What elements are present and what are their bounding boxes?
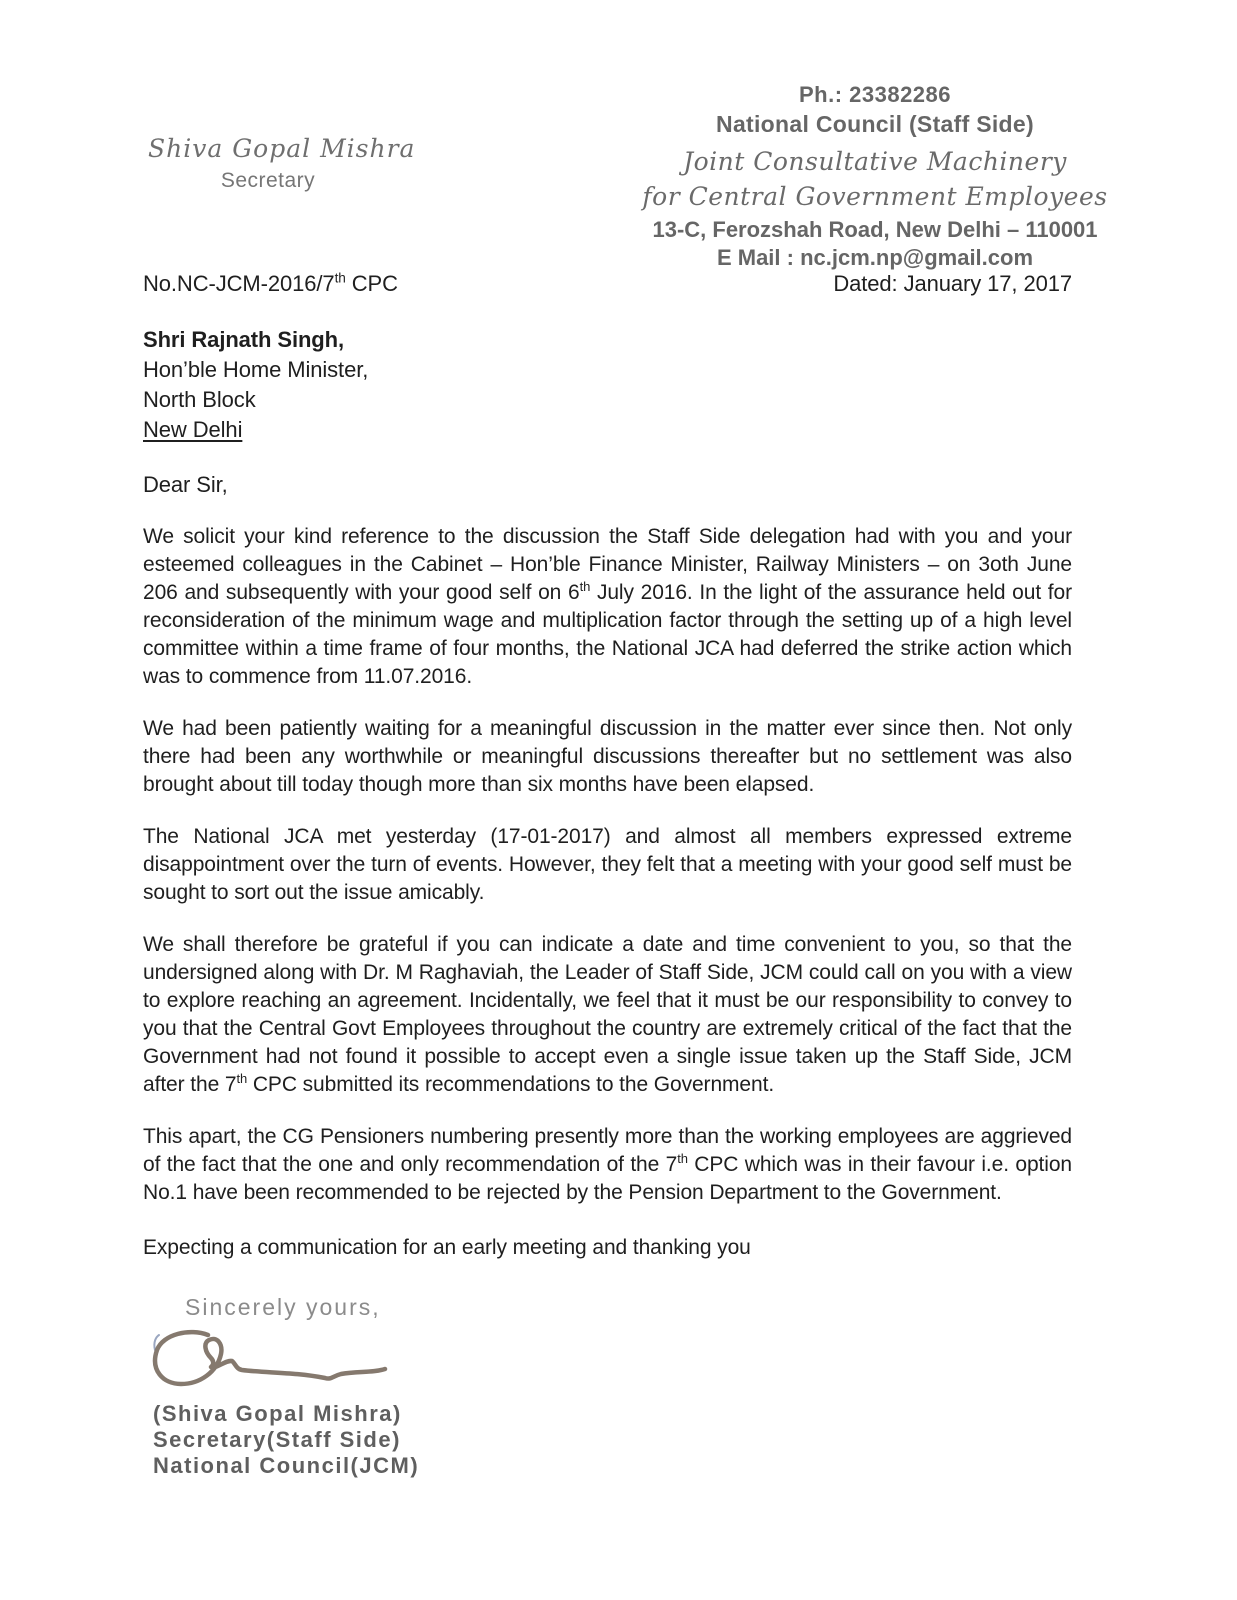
org-name: National Council (Staff Side) bbox=[716, 111, 1034, 137]
recipient-name: Shri Rajnath Singh, bbox=[143, 327, 344, 352]
org-phone: Ph.: 23382286 bbox=[798, 82, 952, 107]
signatory-identity bbox=[153, 1401, 419, 1479]
signatory-title: Secretary(Staff Side) bbox=[153, 1427, 401, 1452]
salutation: Dear Sir, bbox=[143, 472, 228, 497]
org-script-line-1: Joint Consultative Machinery bbox=[683, 147, 1067, 176]
org-address: 13-C, Ferozshah Road, New Delhi – 110001 bbox=[652, 217, 1098, 242]
paragraph-1: We solicit your kind reference to the discussion the Staff Side delegation had with you and your esteemed colleagues in the Cabinet – Hon’ble Finance Minister, Railway Ministers – on 3oth June 206 and subsequently with your good self on 6th July 2016. In the light of the assurance held out for reconsideration of the minimum wage and multiplication factor through the setting up of a high level committee within a time frame of four months, the National JCA had deferred the strike action which was to commence from 11.07.2016. bbox=[143, 525, 1073, 688]
sender-title: Secretary bbox=[220, 169, 316, 192]
signatory-org: National Council(JCM) bbox=[153, 1453, 420, 1478]
signatory-name: (Shiva Gopal Mishra) bbox=[153, 1401, 402, 1426]
reference-row bbox=[143, 270, 1072, 298]
sender-name: Shiva Gopal Mishra bbox=[148, 134, 416, 163]
signature-handwriting bbox=[145, 1325, 405, 1395]
letter-body bbox=[143, 270, 1072, 1262]
paragraph-5: This apart, the CG Pensioners numbering presently more than the working employees are aggrieved of the fact that the one and only recommendation of the 7th CPC which was in their favour i.e. option No.1 have been recommended to be rejected by the Pension Department to the Government. bbox=[143, 1125, 1073, 1204]
paragraph-2: We had been patiently waiting for a meaningful discussion in the matter ever since then. Not only there had been any worthwhile or meaningful discussions thereafter but no settlement was also brought about till today though more than six months have been elapsed. bbox=[143, 717, 1072, 796]
paragraph-3: The National JCA met yesterday (17-01-2017) and almost all members expressed extreme disappointment over the turn of events. However, they felt that a meeting with your good self must be sought to sort out the issue amicably. bbox=[143, 825, 1072, 904]
recipient-block bbox=[143, 325, 1072, 445]
reference-date: Dated: January 17, 2017 bbox=[833, 271, 1072, 296]
reference-number: No.NC-JCM-2016/7th CPC bbox=[143, 270, 398, 296]
org-script-line-2: for Central Government Employees bbox=[642, 182, 1108, 211]
recipient-address: North Block bbox=[143, 387, 256, 412]
recipient-title: Hon’ble Home Minister, bbox=[143, 357, 369, 382]
valediction: Sincerely yours, bbox=[185, 1294, 381, 1320]
closing-line: Expecting a communication for an early meeting and thanking you bbox=[143, 1236, 751, 1259]
org-email: E Mail : nc.jcm.np@gmail.com bbox=[716, 245, 1034, 270]
paragraph-4: We shall therefore be grateful if you can indicate a date and time convenient to you, so that the undersigned along with Dr. M Raghaviah, the Leader of Staff Side, JCM could call on you with a view to explore reaching an agreement. Incidentally, we feel that it must be our responsibility to convey to you that the Central Govt Employees throughout the country are extremely critical of the fact that the Government had not found it possible to accept even a single issue taken up the Staff Side, JCM after the 7th CPC submitted its recommendations to the Government. bbox=[143, 933, 1072, 1096]
letterhead-org bbox=[625, 82, 1125, 271]
signature-block bbox=[143, 1294, 419, 1479]
recipient-city: New Delhi bbox=[143, 417, 243, 442]
letterhead-sender bbox=[148, 134, 416, 193]
